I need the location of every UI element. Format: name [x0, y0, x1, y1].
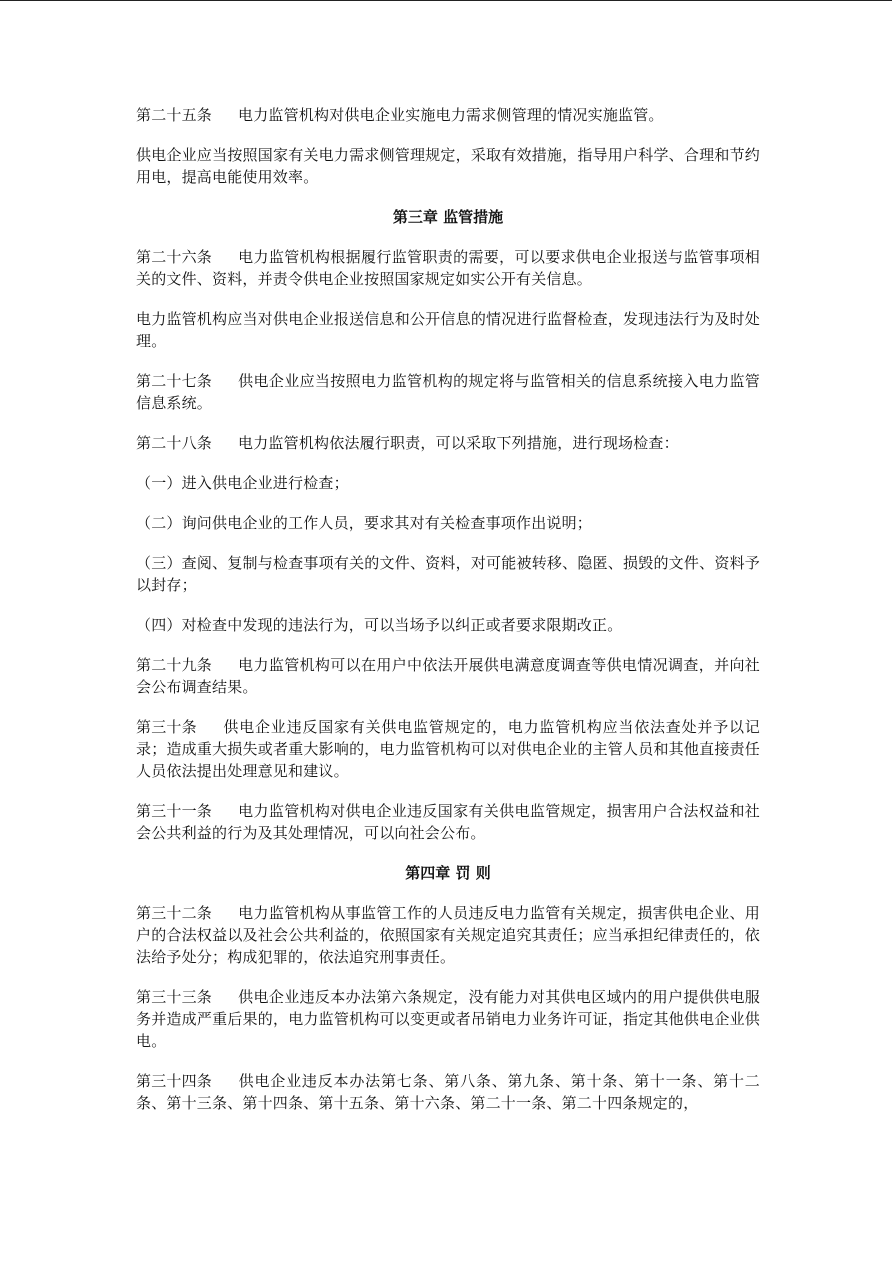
- article-text: 电力监管机构对供电企业违反国家有关供电监管规定，损害用户合法权益和社会公共利益的行为及其处理情况，可以向社会公布。: [136, 802, 760, 842]
- article-text: 电力监管机构依法履行职责，可以采取下列措施，进行现场检查：: [238, 434, 679, 452]
- article-28: [136, 432, 760, 454]
- list-item: [136, 552, 760, 596]
- article-29: [136, 654, 760, 698]
- paragraph-text: 电力监管机构应当对供电企业报送信息和公开信息的情况进行监督检查，发现违法行为及时处理。: [136, 310, 760, 350]
- article-number: 第二十九条: [136, 656, 213, 674]
- article-33: [136, 986, 760, 1052]
- article-number: 第二十五条: [136, 106, 213, 124]
- article-27: [136, 370, 760, 414]
- list-item-text: （四）对检查中发现的违法行为，可以当场予以纠正或者要求限期改正。: [136, 616, 623, 634]
- article-31: [136, 800, 760, 844]
- article-text: 电力监管机构从事监管工作的人员违反电力监管有关规定，损害供电企业、用户的合法权益以及社会公共利益的，依照国家有关规定追究其责任；应当承担纪律责任的，依法给予处分；构成犯罪的，依法追究刑事责任。: [136, 904, 760, 966]
- article-32: [136, 902, 760, 968]
- article-text: 供电企业应当按照电力监管机构的规定将与监管相关的信息系统接入电力监管信息系统。: [136, 372, 760, 412]
- page-top-border: [0, 0, 892, 1]
- article-number: 第三十条: [136, 718, 197, 736]
- chapter-heading: 第四章 罚 则: [405, 864, 491, 882]
- article-text: 电力监管机构根据履行监管职责的需要，可以要求供电企业报送与监管事项相关的文件、资料，并责令供电企业按照国家规定如实公开有关信息。: [136, 248, 760, 288]
- list-item: [136, 614, 760, 636]
- article-text: 供电企业违反本办法第六条规定，没有能力对其供电区域内的用户提供供电服务并造成严重后果的，电力监管机构可以变更或者吊销电力业务许可证，指定其他供电企业供电。: [136, 988, 760, 1050]
- list-item-text: （三）查阅、复制与检查事项有关的文件、资料，对可能被转移、隐匿、损毁的文件、资料予以封存；: [136, 554, 760, 594]
- chapter-heading: 第三章 监管措施: [392, 208, 504, 226]
- list-item: [136, 512, 760, 534]
- article-text: 供电企业违反国家有关供电监管规定的，电力监管机构应当依法查处并予以记录；造成重大损失或者重大影响的，电力监管机构可以对供电企业的主管人员和其他直接责任人员依法提出处理意见和建议。: [136, 718, 760, 780]
- article-number: 第三十一条: [136, 802, 213, 820]
- article-text: 供电企业违反本办法第七条、第八条、第九条、第十条、第十一条、第十二条、第十三条、第十四条、第十五条、第十六条、第二十一条、第二十四条规定的，: [136, 1072, 760, 1112]
- article-number: 第二十六条: [136, 248, 213, 266]
- article-number: 第二十七条: [136, 372, 213, 390]
- article-25: [136, 104, 760, 126]
- article-text: 电力监管机构对供电企业实施电力需求侧管理的情况实施监管。: [238, 106, 664, 124]
- article-34: [136, 1070, 760, 1114]
- list-item-text: （一）进入供电企业进行检查；: [136, 474, 349, 492]
- paragraph: [136, 308, 760, 352]
- list-item: [136, 472, 760, 494]
- paragraph-text: 供电企业应当按照国家有关电力需求侧管理规定，采取有效措施，指导用户科学、合理和节约用电，提高电能使用效率。: [136, 146, 760, 186]
- article-text: 电力监管机构可以在用户中依法开展供电满意度调查等供电情况调查，并向社会公布调查结果。: [136, 656, 760, 696]
- list-item-text: （二）询问供电企业的工作人员，要求其对有关检查事项作出说明；: [136, 514, 593, 532]
- article-number: 第三十三条: [136, 988, 213, 1006]
- document-page: [136, 104, 760, 1132]
- article-number: 第二十八条: [136, 434, 213, 452]
- article-30: [136, 716, 760, 782]
- article-26: [136, 246, 760, 290]
- paragraph: [136, 144, 760, 188]
- article-number: 第三十四条: [136, 1072, 213, 1090]
- article-number: 第三十二条: [136, 904, 213, 922]
